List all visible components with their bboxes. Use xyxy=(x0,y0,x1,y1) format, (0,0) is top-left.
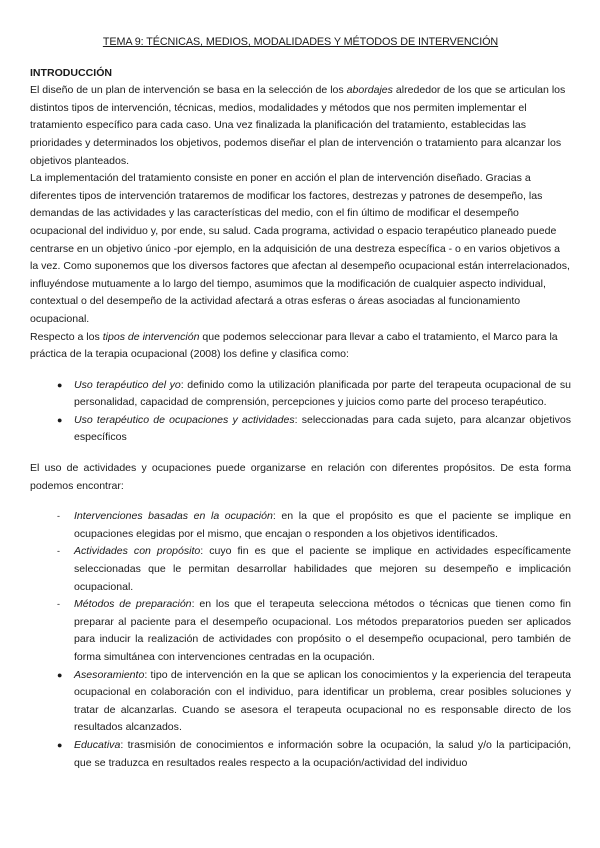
section-heading-introduccion: INTRODUCCIÓN xyxy=(30,66,113,79)
bullet-icon: ● xyxy=(57,379,63,390)
list-item: ● Asesoramiento: tipo de intervención en la que se aplican los conocimientos y la experiencia del terapeuta ocupacional en colaboración con el individuo, para identificar un problema, crear posibles soluciones y tratar de alcanzarlas. Cuando se asesora el terapeuta ocupacional no es responsable directo de los resultados alcanzados. xyxy=(57,668,571,734)
list-item: - Intervenciones basadas en la ocupación: en la que el propósito es que el paciente se implique en ocupaciones elegidas por el mismo, que encajan o responden a los objetivos identificados. xyxy=(57,510,572,540)
document-page xyxy=(30,34,571,772)
list-item: - Métodos de preparación: en los que el terapeuta selecciona métodos o técnicas que tienen como fin preparar al paciente para el desempeño ocupacional. Los métodos preparatorios pueden ser aplicados para inducir la realización de actividades con propósito o el desempeño ocupacional, pero también de forma simultánea con intervenciones centradas en la ocupación. xyxy=(57,598,572,663)
dash-icon: - xyxy=(57,511,60,522)
purposes-list xyxy=(30,508,571,772)
intro-paragraph-1: El diseño de un plan de intervención se basa en la selección de los abordajes alrededor de los que se articulan los distintos tipos de intervención, técnicas, medios, modalidades y métodos que nos permiten implementar el tratamiento específico para cada caso. Una vez finalizada la planificación del tratamiento, establecidas las prioridades y determinados los objetivos, podemos diseñar el plan de intervención o tratamiento para alcanzar los objetivos planteados. xyxy=(30,84,566,167)
list-item: ● Uso terapéutico del yo: definido como la utilización planificada por parte del terapeuta ocupacional de su personalidad, capacidad de comprensión, percepciones y juicios como parte del proceso terapéutico. xyxy=(57,378,571,409)
bullet-icon: ● xyxy=(57,414,63,425)
dash-icon: - xyxy=(57,546,60,557)
dash-icon: - xyxy=(57,599,60,610)
list-item: ● Educativa: trasmisión de conocimientos e información sobre la ocupación, la salud y/o la participación, que se traduzca en resultados reales respecto a la ocupación/actividad del individuo xyxy=(57,738,571,769)
intervention-types-list xyxy=(30,377,571,447)
bullet-icon: ● xyxy=(57,669,63,680)
document-title: TEMA 9: TÉCNICAS, MEDIOS, MODALIDADES Y MÉTODOS DE INTERVENCIÓN xyxy=(102,36,499,48)
intro-paragraph-2: La implementación del tratamiento consiste en poner en acción el plan de intervención diseñado. Gracias a diferentes tipos de intervención trataremos de modificar los factores, destrezas y patrones de desempeño, las demandas de las actividades y las características del medio, con el fin último de modificar el desempeño ocupacional del individuo y, por ende, su salud. Cada programa, actividad o espacio terapéutico planeado puede centrarse en un objetivo único -por ejemplo, en la adquisición de una destreza específica - o en varios objetivos a la vez. Como suponemos que los diversos factores que afectan al desempeño ocupacional están interrelacionados, influyéndose mutuamente a lo largo del tiempo, asumimos que la modificación de cualquier aspecto individual, contextual o del desempeño de la actividad afectará a otras esferas o áreas asociadas al funcionamiento ocupacional. xyxy=(30,172,570,325)
list-item: - Actividades con propósito: cuyo fin es que el paciente se implique en actividades específicamente seleccionadas que le permitan desarrollar habilidades que mejoren su desempeño e implicación ocupacional. xyxy=(57,545,571,593)
intro-paragraph-3: Respecto a los tipos de intervención que podemos seleccionar para llevar a cabo el tratamiento, el Marco para la práctica de la terapia ocupacional (2008) los define y clasifica como: xyxy=(30,330,558,361)
list-item: ● Uso terapéutico de ocupaciones y actividades: seleccionadas para cada sujeto, para alcanzar objetivos específicos xyxy=(57,413,572,444)
purposes-intro-paragraph: El uso de actividades y ocupaciones puede organizarse en relación con diferentes propósitos. De esta forma podemos encontrar: xyxy=(30,462,571,492)
bullet-icon: ● xyxy=(57,739,63,750)
